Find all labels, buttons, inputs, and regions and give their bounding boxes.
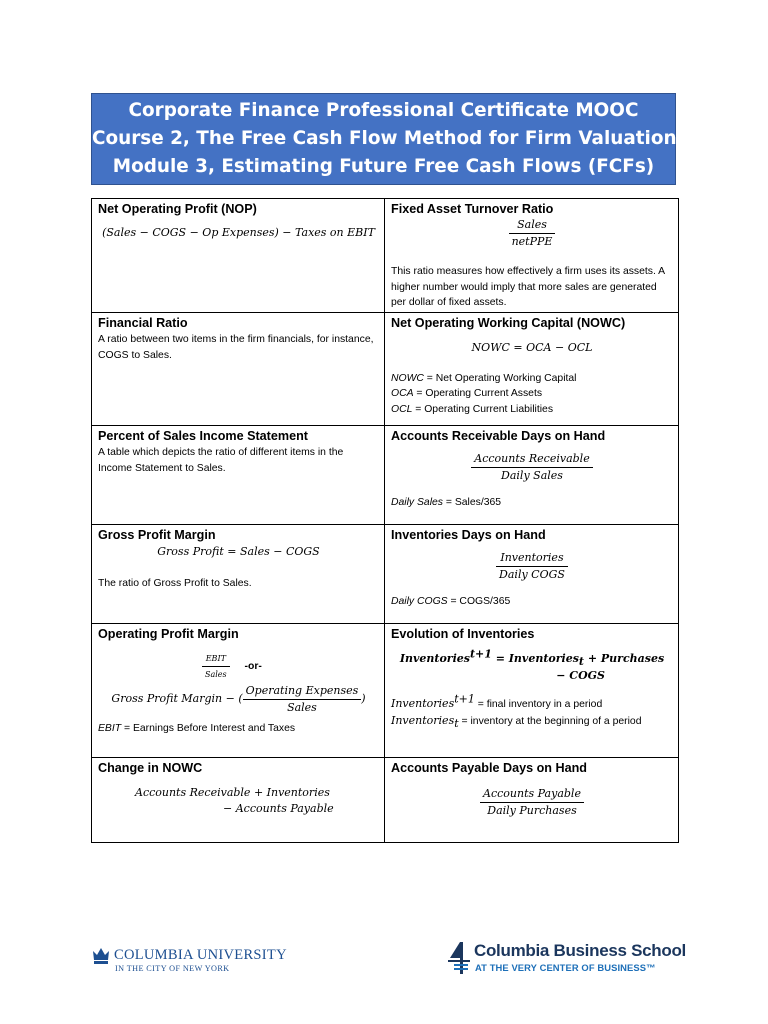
fraction-numerator: Accounts Receivable (474, 452, 590, 465)
term: Daily COGS (391, 596, 448, 607)
equation-subscript: t (578, 655, 584, 669)
operating-expenses-fraction (243, 683, 362, 715)
definition (391, 371, 673, 387)
nowc-formula: NOWC = OCA − OCL (471, 341, 593, 354)
title-line-3: Module 3, Estimating Future Free Cash Flows (FCFs) (112, 156, 655, 177)
term-definition: = COGS/365 (447, 596, 511, 607)
table-row (92, 199, 679, 313)
fraction-numerator: EBIT (205, 654, 226, 663)
table-row (92, 624, 679, 758)
cell-ar-days (385, 426, 679, 525)
equation-line-2: − COGS (556, 669, 605, 682)
cell-title: Inventories Days on Hand (391, 528, 546, 542)
cell-ap-days (385, 758, 679, 843)
cell-change-in-nowc (92, 758, 385, 843)
cbs-emblem-icon (446, 940, 472, 976)
fraction-denominator: Daily COGS (496, 566, 568, 583)
term: NOWC (391, 372, 424, 384)
term-definition: = Operating Current Assets (413, 388, 543, 399)
fixed-asset-fraction (509, 217, 556, 249)
definition (391, 713, 673, 730)
columbia-business-school-logo (446, 940, 686, 976)
cell-operating-profit-margin (92, 624, 385, 758)
equation-term: = Inventories (491, 652, 579, 665)
cell-evolution-of-inventories (385, 624, 679, 758)
cell-description: A table which depicts the ratio of different items in the Income Statement to Sales. (98, 447, 344, 474)
business-school-name: Columbia Business School (474, 941, 686, 960)
definition (391, 594, 673, 610)
cell-title: Net Operating Profit (NOP) (98, 202, 257, 216)
columbia-university-logo (92, 944, 287, 974)
title-line-2: Course 2, The Free Cash Flow Method for Firm Valuation (92, 128, 677, 149)
cell-percent-of-sales (92, 426, 385, 525)
table-row (92, 758, 679, 843)
ar-days-fraction (471, 451, 592, 483)
fraction-numerator: Operating Expenses (245, 684, 359, 697)
cell-fixed-asset-turnover (385, 199, 679, 313)
cell-description: The ratio of Gross Profit to Sales. (98, 577, 252, 589)
definition (391, 402, 673, 418)
cell-description: A ratio between two items in the firm financials, for instance, COGS to Sales. (98, 334, 374, 361)
table-row (92, 525, 679, 624)
inventory-days-fraction (496, 550, 568, 582)
formula-tail: ) (361, 691, 366, 705)
term: OCL (391, 403, 413, 415)
term-definition: = Sales/365 (442, 497, 502, 508)
or-separator: -or- (244, 661, 262, 672)
cell-title: Accounts Receivable Days on Hand (391, 429, 606, 443)
ap-days-fraction (480, 786, 584, 818)
ebit-fraction (202, 651, 230, 682)
cell-gross-profit-margin (92, 525, 385, 624)
term-subscript: t (454, 716, 459, 730)
formula-sheet-table (91, 198, 679, 843)
cell-title: Percent of Sales Income Statement (98, 429, 308, 443)
cell-title: Operating Profit Margin (98, 627, 239, 641)
table-row (92, 426, 679, 525)
term: Daily Sales (391, 497, 443, 508)
cell-title: Accounts Payable Days on Hand (391, 761, 587, 775)
fraction-denominator: Sales (243, 699, 362, 716)
change-nowc-line-2: − Accounts Payable (223, 801, 334, 815)
equation-term: + Purchases (584, 652, 665, 665)
fraction-numerator: Inventories (500, 551, 564, 564)
term: OCA (391, 388, 414, 399)
nop-formula: (Sales − COGS − Op Expenses) − Taxes on EBIT (102, 226, 375, 239)
fraction-numerator: Sales (517, 218, 547, 231)
term-definition: = Earnings Before Interest and Taxes (121, 723, 296, 734)
crown-icon (92, 946, 110, 966)
term-definition: = final inventory in a period (474, 699, 603, 710)
term: EBIT (98, 723, 122, 734)
definition (391, 495, 673, 511)
definition (391, 692, 673, 713)
fraction-denominator: Sales (202, 666, 230, 682)
fraction-numerator: Accounts Payable (483, 787, 581, 800)
term-definition: = Net Operating Working Capital (423, 372, 577, 384)
cell-nop (92, 199, 385, 313)
cell-title: Evolution of Inventories (391, 627, 535, 641)
business-school-tagline: AT THE VERY CENTER OF BUSINESS™ (475, 962, 656, 973)
cell-title: Financial Ratio (98, 316, 188, 330)
cell-nowc (385, 313, 679, 426)
cell-title: Change in NOWC (98, 761, 203, 775)
definition (391, 386, 673, 402)
cell-financial-ratio (92, 313, 385, 426)
term: Inventories (391, 697, 455, 710)
fraction-denominator: Daily Purchases (480, 802, 584, 819)
formula-lead: Gross Profit Margin − ( (111, 691, 243, 705)
cell-inventory-days (385, 525, 679, 624)
term: Inventories (391, 713, 455, 727)
equation-superscript: t+1 (469, 647, 492, 661)
cell-description: This ratio measures how effectively a firm uses its assets. A higher number would imply that more sales are generated per dollar of fixed assets. (391, 266, 665, 308)
term-definition: = inventory at the beginning of a period (458, 715, 642, 727)
title-line-1: Corporate Finance Professional Certificate MOOC (128, 100, 639, 121)
university-name: COLUMBIA UNIVERSITY (114, 947, 287, 963)
term-superscript: t+1 (454, 692, 475, 706)
fraction-denominator: netPPE (509, 233, 556, 250)
definition (98, 721, 379, 737)
evolution-equation (391, 647, 673, 684)
fraction-denominator: Daily Sales (471, 467, 592, 484)
equation-term: Inventories (399, 652, 470, 665)
cell-title: Gross Profit Margin (98, 528, 216, 542)
gross-profit-formula: Gross Profit = Sales − COGS (157, 545, 320, 558)
term-definition: = Operating Current Liabilities (412, 403, 554, 415)
change-nowc-line-1: Accounts Receivable + Inventories (135, 786, 330, 799)
university-subtitle: IN THE CITY OF NEW YORK (115, 964, 230, 973)
document-title-banner (91, 93, 676, 185)
table-row (92, 313, 679, 426)
cell-title: Fixed Asset Turnover Ratio (391, 202, 554, 216)
cell-title: Net Operating Working Capital (NOWC) (391, 316, 626, 330)
